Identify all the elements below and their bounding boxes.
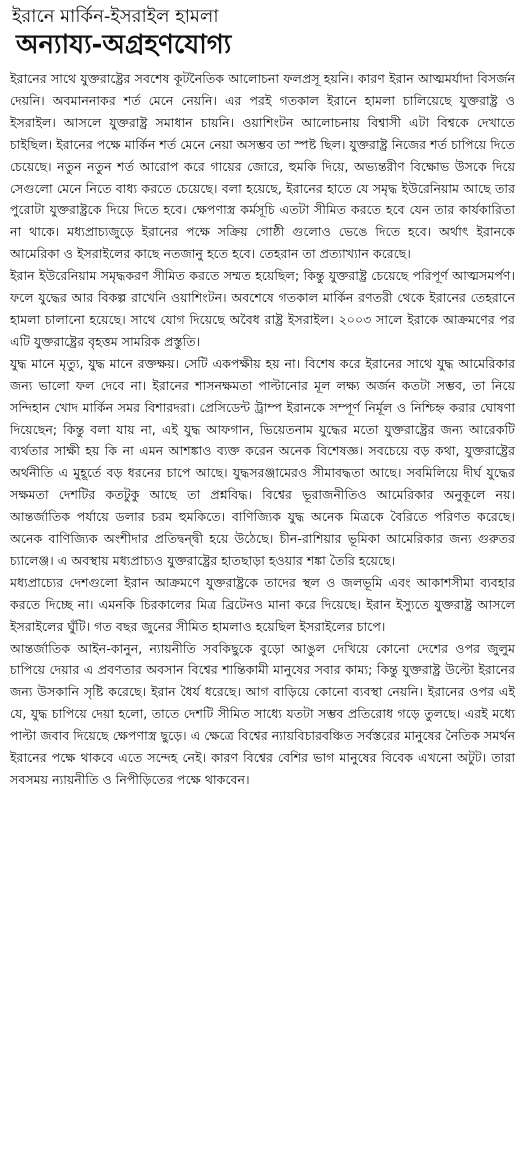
article-paragraph: যুদ্ধ মানে মৃত্যু, যুদ্ধ মানে রক্তক্ষয়। সেটি একপক্ষীয় হয় না। বিশেষ করে ইরানের সাথে যুদ্ধ আমেরিকার জন্য ভালো ফল দেবে না। ইরানের শাসনক্ষমতা পাল্টানোর মূল লক্ষ্য অর্জন কতটা সম্ভব, তা নিয়ে সন্দিহান খোদ মার্কিন সমর বিশারদরা। প্রেসিডেন্ট ট্রাম্প ইরানকে সম্পূর্ণ নির্মূল ও নিশ্চিহ্ন করার ঘোষণা দিয়েছেন; কিন্তু বলা যায় না, এই যুদ্ধ আফগান, ভিয়েতনাম যুদ্ধের মতো যুক্তরাষ্ট্রের জন্য আরেকটি ব্যর্থতার সাক্ষী হয় কি না এমন আশঙ্কাও ব্যক্ত করেন অনেক বিশেষজ্ঞ। সবচেয়ে বড় কথা, যুক্তরাষ্ট্রের অর্থনীতি এ মুহূর্তে বড় ধরনের চাপে আছে। যুদ্ধসরঞ্জামেরও সীমাবদ্ধতা আছে। সবমিলিয়ে দীর্ঘ যুদ্ধের সক্ষমতা দেশটির কতটুকু আছে তা প্রশ্নবিদ্ধ। বিশ্বের ভূরাজনীতিও আমেরিকার অনুকূলে নয়। আন্তর্জাতিক পর্যায়ে ডলার চরম হুমকিতে। বাণিজ্যিক যুদ্ধ অনেক মিত্রকে বৈরিতে পরিণত করেছে। অনেক বাণিজ্যিক অংশীদার প্রতিদ্বন্দ্বী হয়ে উঠেছে। চীন-রাশিয়ার ভূমিকা আমেরিকার জন্য গুরুতর চ্যালেঞ্জ। এ অবস্থায় মধ্যপ্রাচ্যও যুক্তরাষ্ট্রের হাতছাড়া হওয়ার শঙ্কা তৈরি হয়েছে। (10, 355, 515, 568)
article-paragraph: ইরান ইউরেনিয়াম সমৃদ্ধকরণ সীমিত করতে সম্মত হয়েছিল; কিন্তু যুক্তরাষ্ট্র চেয়েছে পরিপূর্ণ আত্মসমর্পণ। ফলে যুদ্ধের আর বিকল্প রাখেনি ওয়াশিংটন। অবশেষে গতকাল মার্কিন রণতরী থেকে ইরানের তেহরানে হামলা চালানো হয়েছে। সাথে যোগ দিয়েছে অবৈধ রাষ্ট্র ইসরাইল। ২০০৩ সালে ইরাকে আক্রমণের পর এটি যুক্তরাষ্ট্রের বৃহত্তম সামরিক প্রস্তুতি। (10, 268, 515, 349)
article-paragraph: মধ্যপ্রাচ্যের দেশগুলো ইরান আক্রমণে যুক্তরাষ্ট্রকে তাদের স্থল ও জলভূমি এবং আকাশসীমা ব্যবহার করতে দিচ্ছে না। এমনকি চিরকালের মিত্র ব্রিটেনও মানা করে দিয়েছে। ইরান ইস্যুতে যুক্তরাষ্ট্র আসলে ইসরাইলের ঘুঁটি। গত বছর জুনের সীমিত হামলাও হয়েছিল ইসরাইলের চাপে। (10, 574, 515, 634)
article-paragraph: ইরানের সাথে যুক্তরাষ্ট্রের সবশেষ কূটনৈতিক আলোচনা ফলপ্রসূ হয়নি। কারণ ইরান আত্মমর্যাদা বিসর্জন দেয়নি। অবমাননাকর শর্ত মেনে নেয়নি। এর পরই গতকাল ইরানে হামলা চালিয়েছে যুক্তরাষ্ট্র ও ইসরাইল। আসলে যুক্তরাষ্ট্র সমাধান চায়নি। ওয়াশিংটন আলোচনায় বিশ্বাসী এটা বিশ্বকে দেখাতে চাইছিল। ইরানের পক্ষে মার্কিন শর্ত মেনে নেয়া অসম্ভব তা স্পষ্ট ছিল। যুক্তরাষ্ট্র নিজের শর্ত চাপিয়ে দিতে চেয়েছে। নতুন নতুন শর্ত আরোপ করে গায়ের জোরে, হুমকি দিয়ে, অভ্যন্তরীণ বিক্ষোভ উসকে দিয়ে সেগুলো মেনে নিতে বাধ্য করতে চেয়েছে। বলা হয়েছে, ইরানের হাতে যে সমৃদ্ধ ইউরেনিয়াম আছে তার পুরোটা যুক্তরাষ্ট্রকে দিয়ে দিতে হবে। ক্ষেপণাস্ত্র কর্মসূচি এতটা সীমিত করতে হবে যেন তার কার্যকারিতা না থাকে। মধ্যপ্রাচ্যজুড়ে ইরানের পক্ষে সক্রিয় গোষ্ঠী গুলোও ভেঙে দিতে হবে। অর্থাৎ ইরানকে আমেরিকা ও ইসরাইলের কাছে নতজানু হতে হবে। তেহরান তা প্রত্যাখ্যান করেছে। (10, 71, 515, 262)
article-kicker: ইরানে মার্কিন-ইসরাইল হামলা (12, 6, 219, 27)
article-paragraph: আন্তর্জাতিক আইন-কানুন, ন্যায়নীতি সবকিছুকে বুড়ো আঙুল দেখিয়ে কোনো দেশের ওপর জুলুম চাপিয়ে দেয়ার এ প্রবণতার অবসান বিশ্বের শান্তিকামী মানুষের সবার কাম্য; কিন্তু যুক্তরাষ্ট্র উল্টো ইরানের জন্য উসকানি সৃষ্টি করেছে। ইরান ধৈর্য ধরেছে। আগ বাড়িয়ে কোনো ব্যবস্থা নেয়নি। ইরানের ওপর এই যে, যুদ্ধ চাপিয়ে দেয়া হলো, তাতে দেশটি সীমিত সাধ্যে যতটা সম্ভব প্রতিরোধ গড়ে তুলছে। এরই মধ্যে পাল্টা জবাব দিয়েছে ক্ষেপণাস্ত্র ছুড়ে। এ ক্ষেত্রে বিশ্বের ন্যায়বিচারবঞ্চিত সর্বস্তরের মানুষের নৈতিক সমর্থন ইরানের পক্ষে থাকবে এতে সন্দেহ নেই। কারণ বিশ্বের বেশির ভাগ মানুষের বিবেক এখনো অটুট। তারা সবসময় ন্যায়নীতি ও নিপীড়িতের পক্ষে থাকবেন। (10, 640, 515, 787)
article-headline: অন্যায্য-অগ্রহণযোগ্য (16, 30, 232, 60)
